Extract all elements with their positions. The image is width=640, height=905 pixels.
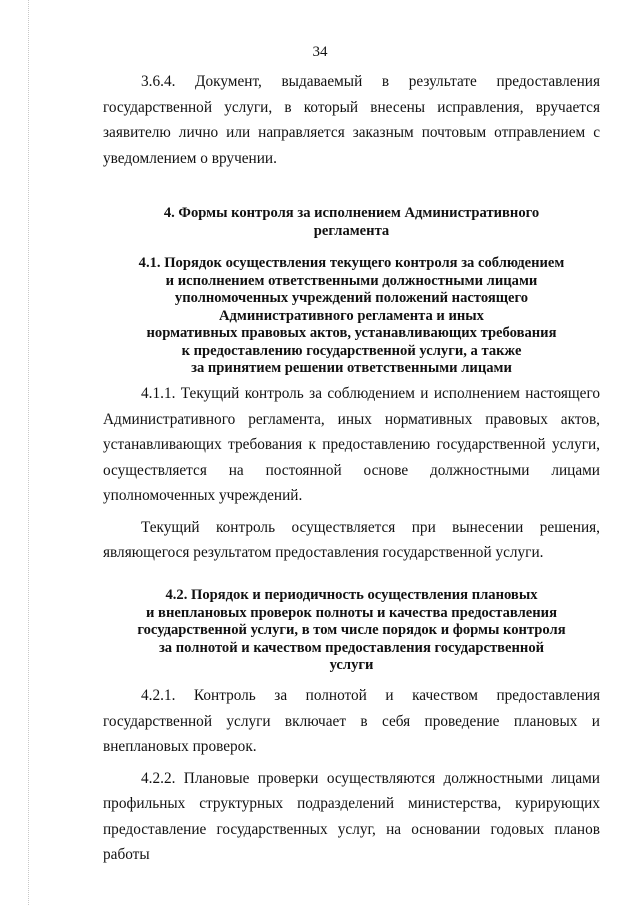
section-4-1-body	[103, 381, 600, 566]
heading-line: нормативных правовых актов, устанавливающих требования	[146, 325, 557, 341]
page-number: 34	[312, 44, 328, 60]
left-margin-line	[28, 0, 29, 905]
paragraph-4-2-2: 4.2.2. Плановые проверки осуществляются должностными лицами профильных структурных подразделений министерства, курирующих предоставление государственных услуг, на основании годовых планов работы	[103, 769, 600, 863]
paragraph-4-2-1: 4.2.1. Контроль за полнотой и качеством предоставления государственной услуги включает в себя проведение плановых и внеплановых проверок.	[103, 687, 600, 755]
heading-line: Административного регламента и иных	[219, 307, 484, 324]
heading-line: уполномоченных учреждений положений настоящего	[174, 290, 529, 306]
heading-line: 4.2. Порядок и периодичность осуществления плановых	[165, 587, 538, 603]
section-3-6-4-block	[103, 69, 600, 171]
heading-line: и внеплановых проверок полноты и качества предоставления	[146, 604, 557, 621]
heading-line: 4.1. Порядок осуществления текущего контроля за соблюдением	[138, 255, 565, 271]
section-4-heading	[103, 205, 600, 240]
heading-line: услуги	[329, 657, 374, 673]
heading-line: государственной услуги, в том числе порядок и формы контроля	[137, 622, 566, 638]
paragraph-current-control: Текущий контроль осуществляется при вынесении решения, являющегося результатом предоставления государственной услуги.	[103, 518, 600, 561]
paragraph-3-6-4: 3.6.4. Документ, выдаваемый в результате предоставления государственной услуги, в который внесены исправления, вручается заявителю лично или направляется заказным почтовым отправлением с уведомлением о вручении.	[103, 73, 600, 167]
heading-line: за полнотой и качеством предоставления государственной	[158, 639, 545, 656]
heading-line: и исполнением ответственными должностными лицами	[165, 272, 538, 289]
heading-line: регламента	[313, 222, 390, 239]
heading-line: 4. Формы контроля за исполнением Административного	[163, 205, 540, 221]
paragraph-4-1-1: 4.1.1. Текущий контроль за соблюдением и исполнением настоящего Административного регламента, иных нормативных правовых актов, устанавливающих требования к предоставлению государственной услуги, осуществляется на постоянной основе должностными лицами уполномоченных учреждений.	[103, 385, 600, 504]
subsection-4-1-heading	[103, 255, 600, 378]
heading-line: к предоставлению государственной услуги, а также	[181, 342, 522, 359]
subsection-4-2-heading	[103, 587, 600, 675]
heading-line: за принятием решении ответственными лицами	[191, 360, 512, 376]
section-4-2-body	[103, 683, 600, 868]
